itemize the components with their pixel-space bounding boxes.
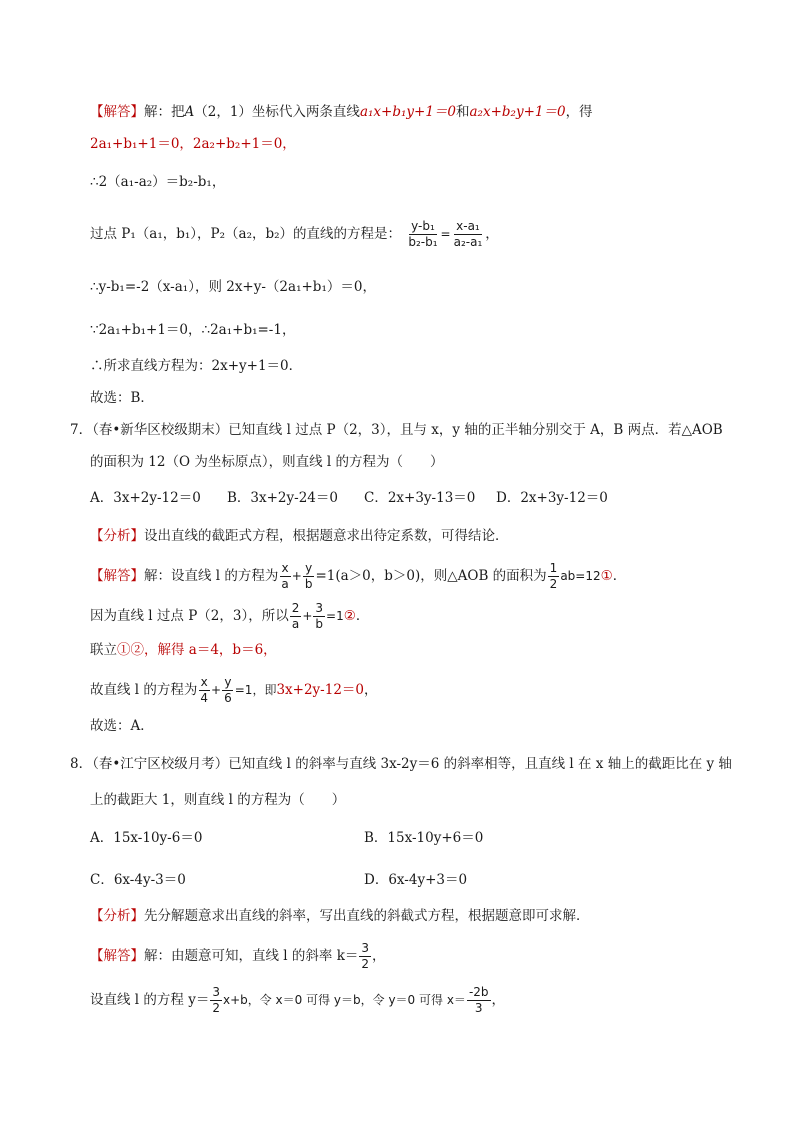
fraction: $\frac{\text{x-a₁}}{\text{a₂-a₁}}$ (453, 219, 483, 249)
sol6-line5: ∴y-b₁=-2（x-a₁），则 2x+y-（2a₁+b₁）＝0， (90, 279, 376, 295)
q8-answer-line2: 设直线 l 的方程 y＝ $\frac{3}{2}$ x+b，令 x＝0 可得 y＝b，令 y＝0 可得 x＝ $\frac{-2b}{3}$ ， (90, 985, 506, 1015)
q7-answer-line3: 联立①②，解得 a＝4，b＝6， (90, 642, 277, 658)
sol6-line4: 过点 P₁（a₁，b₁），P₂（a₂，b₂）的直线的方程是： $\frac{\text{y-b₁}}{\text{b₂-b₁}}$ = $\frac{\text{x-a₁}}{\text{a₂-a₁}}$ ， (90, 219, 499, 249)
sol6-line8: 故选：B． (90, 390, 154, 406)
q7-option-c: C．2x+3y-13＝0 (364, 490, 476, 506)
q8-stem-line1: 8．（春•江宁区校级月考）已知直线 l 的斜率与直线 3x-2y＝6 的斜率相等，且直线 l 在 x 轴上的截距比在 y 轴 (70, 756, 732, 772)
q7-answer-line5: 故选：A． (90, 718, 154, 734)
q8-stem-line2: 上的截距大 1，则直线 l 的方程为（ ） (90, 792, 346, 808)
q8-option-c: C．6x-4y-3＝0 (90, 872, 186, 888)
q7-answer-line4: 故直线 l 的方程为 $\frac{x}{4}$ + $\frac{y}{6}$ =1，即3x+2y-12＝0， (90, 675, 378, 705)
sol6-line1: 【解答】解：把A（2，1）坐标代入两条直线a₁x+b₁y+1＝0和a₂x+b₂y+1＝0，得 (90, 104, 593, 120)
sol6-line3: ∴2（a₁-a₂）＝b₂-b₁， (90, 174, 226, 190)
q7-option-d: D．2x+3y-12＝0 (496, 490, 608, 506)
q7-option-b: B．3x+2y-24＝0 (227, 490, 338, 506)
q8-option-a: A．15x-10y-6＝0 (90, 830, 203, 846)
q8-answer-line1: 【解答】解：由题意可知，直线 l 的斜率 k＝ $\frac{3}{2}$ ， (90, 941, 386, 971)
fraction: $\frac{\text{y-b₁}}{\text{b₂-b₁}}$ (408, 219, 438, 249)
sol6-line6: ∵2a₁+b₁+1＝0，∴2a₁+b₁=-1， (90, 322, 296, 338)
q7-answer-line1: 【解答】解：设直线 l 的方程为 $\frac{x}{a}$ + $\frac{y}{b}$ =1(a＞0，b＞0)，则△AOB 的面积为 $\frac{1}{2}$ ab=12①． (90, 561, 627, 591)
sol6-line7: ∴所求直线方程为：2x+y+1＝0． (90, 358, 303, 374)
q7-answer-line2: 因为直线 l 过点 P（2，3），所以 $\frac{2}{a}$ + $\frac{3}{b}$ =1②． (90, 601, 370, 631)
q8-option-b: B．15x-10y+6＝0 (364, 830, 484, 846)
q7-stem-line1: 7．（春•新华区校级期末）已知直线 l 过点 P（2，3），且与 x，y 轴的正半轴分别交于 A，B 两点．若△AOB (70, 422, 723, 438)
q8-analysis: 【分析】先分解题意求出直线的斜率，写出直线的斜截式方程，根据题意即可求解． (90, 908, 590, 924)
q7-analysis: 【分析】设出直线的截距式方程，根据题意求出待定系数，可得结论． (90, 528, 509, 544)
sol6-line2: 2a₁+b₁+1＝0，2a₂+b₂+1＝0， (90, 136, 296, 152)
q7-option-a: A．3x+2y-12＝0 (90, 490, 201, 506)
answer-tag: 【解答】 (90, 104, 144, 120)
q8-option-d: D．6x-4y+3＝0 (364, 872, 468, 888)
q7-stem-line2: 的面积为 12（O 为坐标原点），则直线 l 的方程为（ ） (90, 454, 444, 470)
